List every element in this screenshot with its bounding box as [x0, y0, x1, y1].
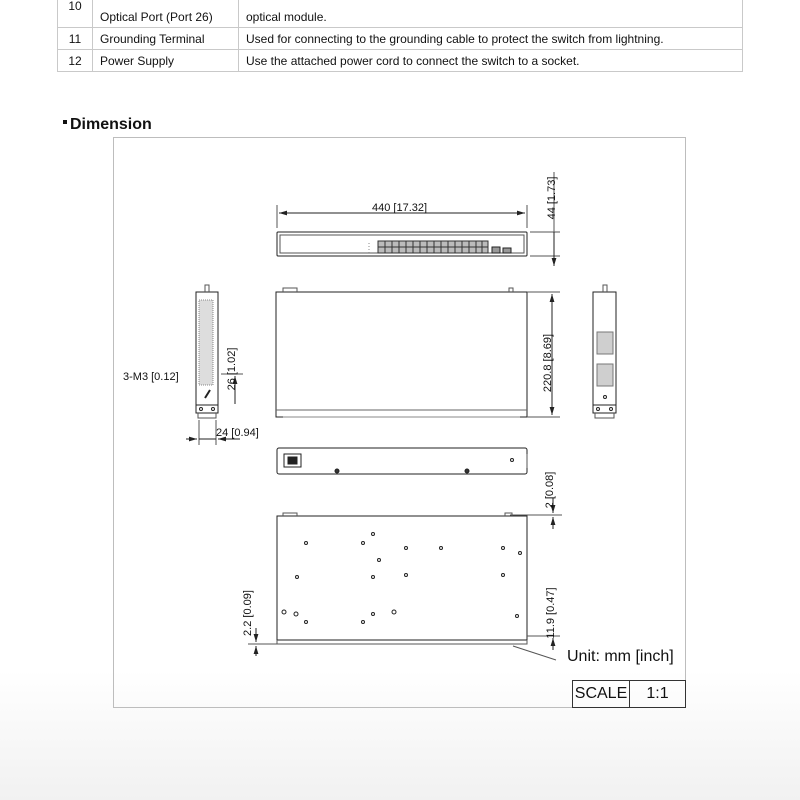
scale-box — [572, 680, 686, 708]
row-number: 11 — [58, 28, 93, 50]
right-side-view — [593, 285, 616, 418]
row-description: Use the attached power cord to connect the switch to a socket. — [239, 50, 743, 72]
front-view — [277, 232, 527, 256]
screw-label: 3-M3 [0.12] — [123, 371, 179, 383]
width-dimension-label: 440 [17.32] — [372, 202, 428, 214]
left-side-view — [196, 285, 218, 418]
side-width-label: 24 [0.94] — [216, 427, 259, 439]
screw-leader — [205, 390, 210, 398]
sfp-port — [492, 247, 500, 253]
bottom-right-label: 11.9 [0.47] — [545, 587, 557, 639]
row-description: optical module. — [239, 0, 743, 28]
row-name: Grounding Terminal — [93, 28, 239, 50]
bottom-left-label: 2.2 [0.09] — [242, 590, 254, 636]
side-height-label: 26 [1.02] — [226, 347, 238, 391]
scale-label: SCALE — [573, 681, 630, 707]
row-number: 10 — [68, 0, 82, 13]
scale-value: 1:1 — [646, 685, 669, 702]
section-title: Dimension — [70, 116, 152, 133]
height-dimension-label: 44 [1.73] — [546, 176, 558, 220]
rear-view — [277, 448, 527, 474]
depth-dimension-label: 220.8 [8.69] — [542, 333, 554, 393]
row-name: Optical Port (Port 26) — [93, 0, 239, 28]
row-number: 12 — [58, 50, 93, 72]
ethernet-ports — [378, 241, 488, 253]
bottom-view — [277, 513, 527, 644]
row-name: Power Supply — [93, 50, 239, 72]
top-view — [276, 288, 527, 417]
sfp-port — [503, 248, 511, 253]
rear-foot-label: 2 [0.08] — [544, 471, 556, 509]
row-description: Used for connecting to the grounding cable to protect the switch from lightning. — [239, 28, 743, 50]
unit-label: Unit: mm [inch] — [567, 648, 674, 665]
